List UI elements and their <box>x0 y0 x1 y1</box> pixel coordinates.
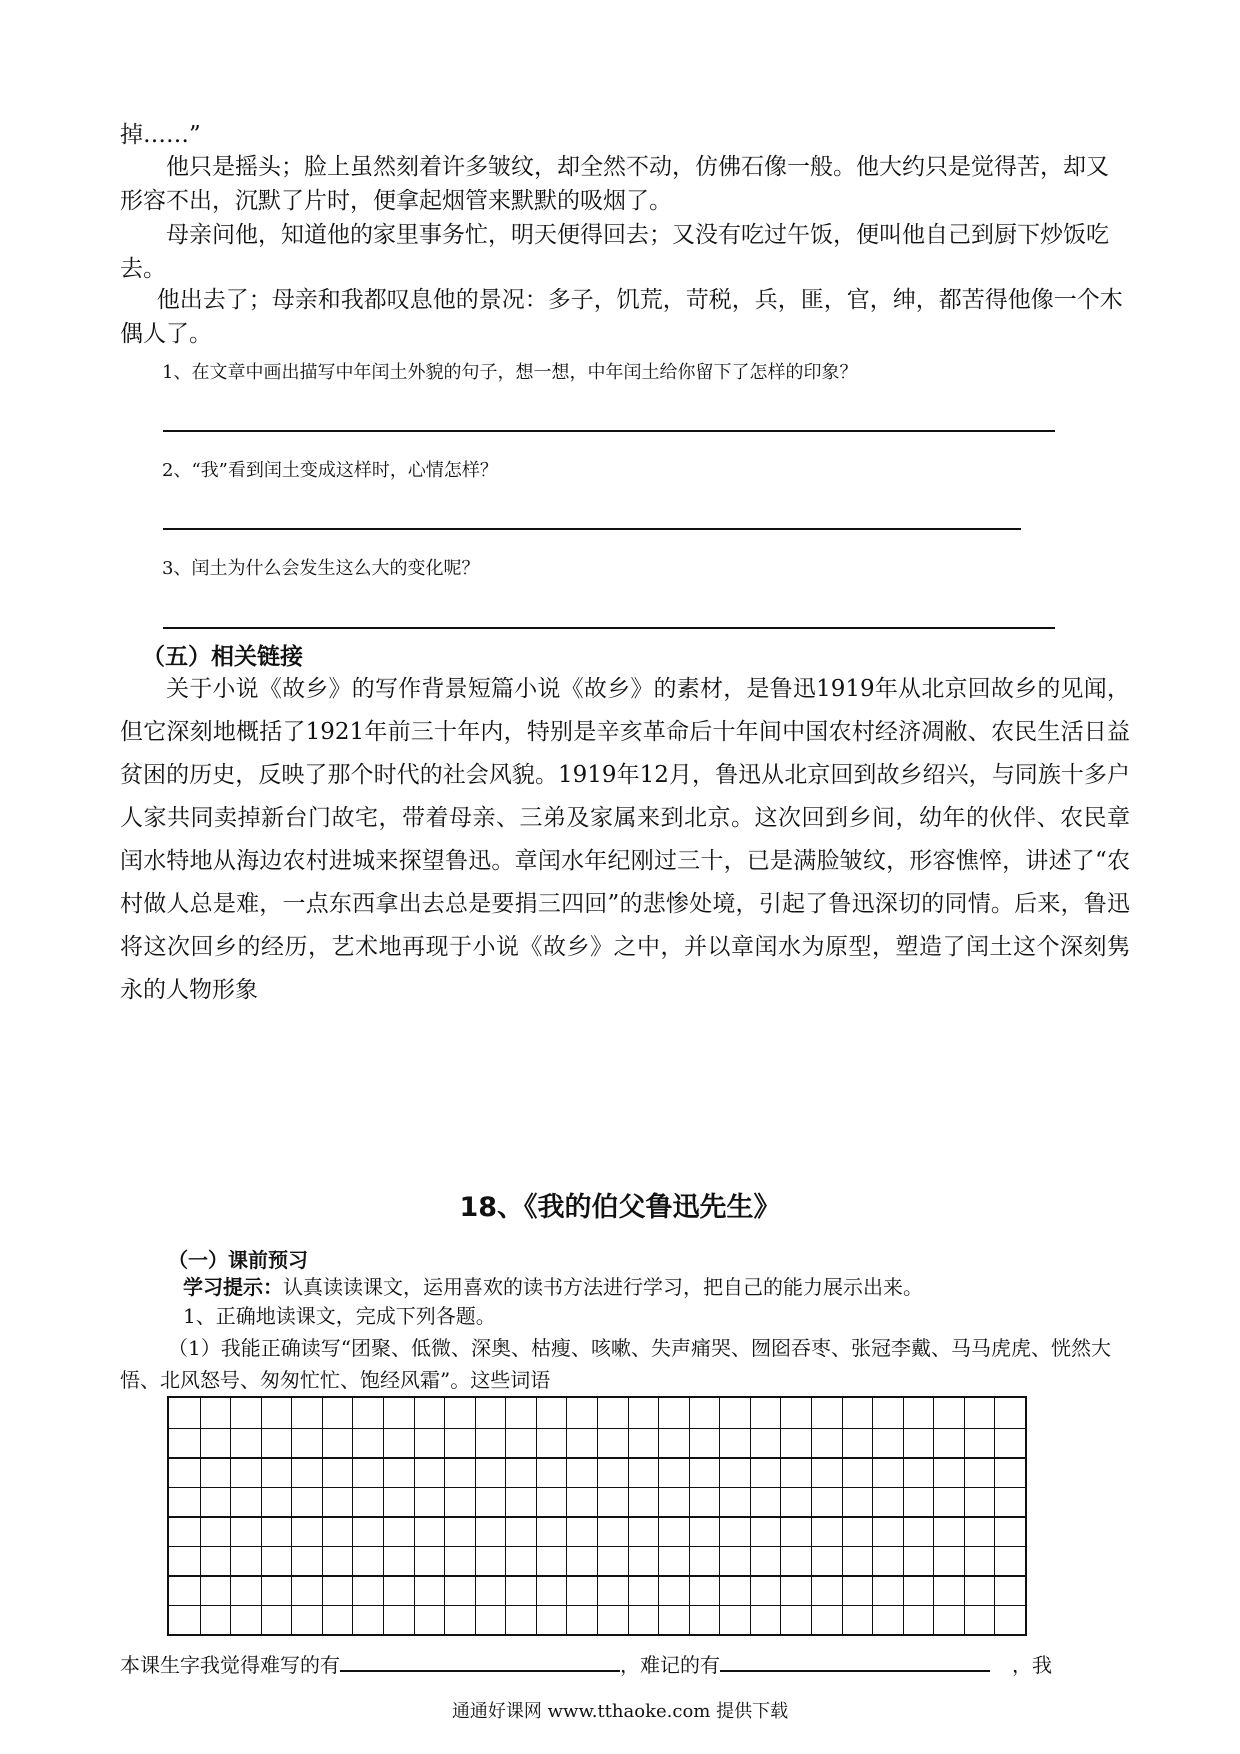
exercise-item-1-1: （1）我能正确读写“团聚、低微、深奥、枯瘦、咳嗽、失声痛哭、囫囵吞枣、张冠李戴、马马虎虎、恍然大悟、北风怒号、匆匆忙忙、饱经风霜”。这些词语 <box>120 1336 1111 1392</box>
study-tip-text: 认真读读课文，运用喜欢的读书方法进行学习，把自己的能力展示出来。 <box>283 1275 923 1299</box>
grid-hline <box>169 1516 1025 1518</box>
grid-hline <box>169 1546 1025 1547</box>
study-tip-label: 学习提示： <box>183 1275 283 1299</box>
answer-line-3[interactable] <box>163 627 1055 629</box>
story-paragraph: 他出去了；母亲和我都叹息他的景况：多子，饥荒，苛税，兵，匪，官，绅，都苦得他像一个木偶人了。 <box>120 287 1123 347</box>
question-3: 3、闰土为什么会发生这么大的变化呢？ <box>162 558 480 579</box>
story-paragraph: 他只是摇头；脸上虽然刻着许多皱纹，却全然不动，仿佛石像一般。他大约只是觉得苦，却又形容不出，沉默了片时，便拿起烟管来默默的吸烟了。 <box>120 154 1109 214</box>
blank-hard-to-write[interactable] <box>340 1648 620 1672</box>
related-background-text: 关于小说《故乡》的写作背景短篇小说《故乡》的素材，是鲁迅1919年从北京回故乡的见闻，但它深刻地概括了1921年前三十年内，特别是辛亥革命后十年间中国农村经济凋敝、农民生活日益贫困的历史，反映了那个时代的社会风貌。1919年12月，鲁迅从北京回到故乡绍兴，与同族十多户人家共同卖掉新台门故宅，带着母亲、三弟及家属来到北京。这次回到乡间，幼年的伙伴、农民章闰水特地从海边农村进城来探望鲁迅。章闰水年纪刚过三十，已是满脸皱纹，形容憔悴，讲述了“农村做人总是难，一点东西拿出去总是要捐三四回”的悲惨处境，引起了鲁迅深切的同情。后来，鲁迅将这次回乡的经历，艺术地再现于小说《故乡》之中，并以章闰水为原型，塑造了闰土这个深刻隽永的人物形象 <box>120 676 1130 1003</box>
grid-hline <box>169 1457 1025 1459</box>
story-line-top: 掉……” <box>120 122 201 148</box>
study-tip <box>183 1273 923 1301</box>
page-footer: 通通好课网 www.tthaoke.com 提供下载 <box>451 1701 789 1722</box>
section-heading-preview: （一）课前预习 <box>168 1248 308 1272</box>
question-1: 1、在文章中画出描写中年闰土外貌的句子，想一想，中年闰土给你留下了怎样的印象？ <box>162 362 858 383</box>
grid-hline <box>169 1428 1025 1429</box>
answer-line-2[interactable] <box>163 528 1021 530</box>
fill-label-trailing: ，我 <box>1012 1653 1052 1677</box>
lesson-title: 18、《我的伯父鲁迅先生》 <box>459 1192 781 1223</box>
story-paragraph: 母亲问他，知道他的家里事务忙，明天便得回去；又没有吃过午饭，便叫他自己到厨下炒饭吃去。 <box>120 222 1109 282</box>
exercise-item-1: 1、正确地读课文，完成下列各题。 <box>183 1304 496 1328</box>
grid-hline <box>169 1575 1025 1577</box>
question-2: 2、“我”看到闰土变成这样时，心情怎样？ <box>162 460 498 481</box>
blank-hard-to-remember[interactable] <box>720 1648 990 1672</box>
section-heading-related: （五）相关链接 <box>142 644 303 670</box>
writing-grid[interactable] <box>167 1396 1027 1636</box>
fill-in-row <box>120 1648 1130 1680</box>
grid-hline <box>169 1605 1025 1606</box>
answer-line-1[interactable] <box>163 430 1055 432</box>
fill-label-hard-to-write: 本课生字我觉得难写的有 <box>120 1653 340 1677</box>
grid-hline <box>169 1487 1025 1488</box>
fill-label-hard-to-remember: ，难记的有 <box>620 1653 720 1677</box>
